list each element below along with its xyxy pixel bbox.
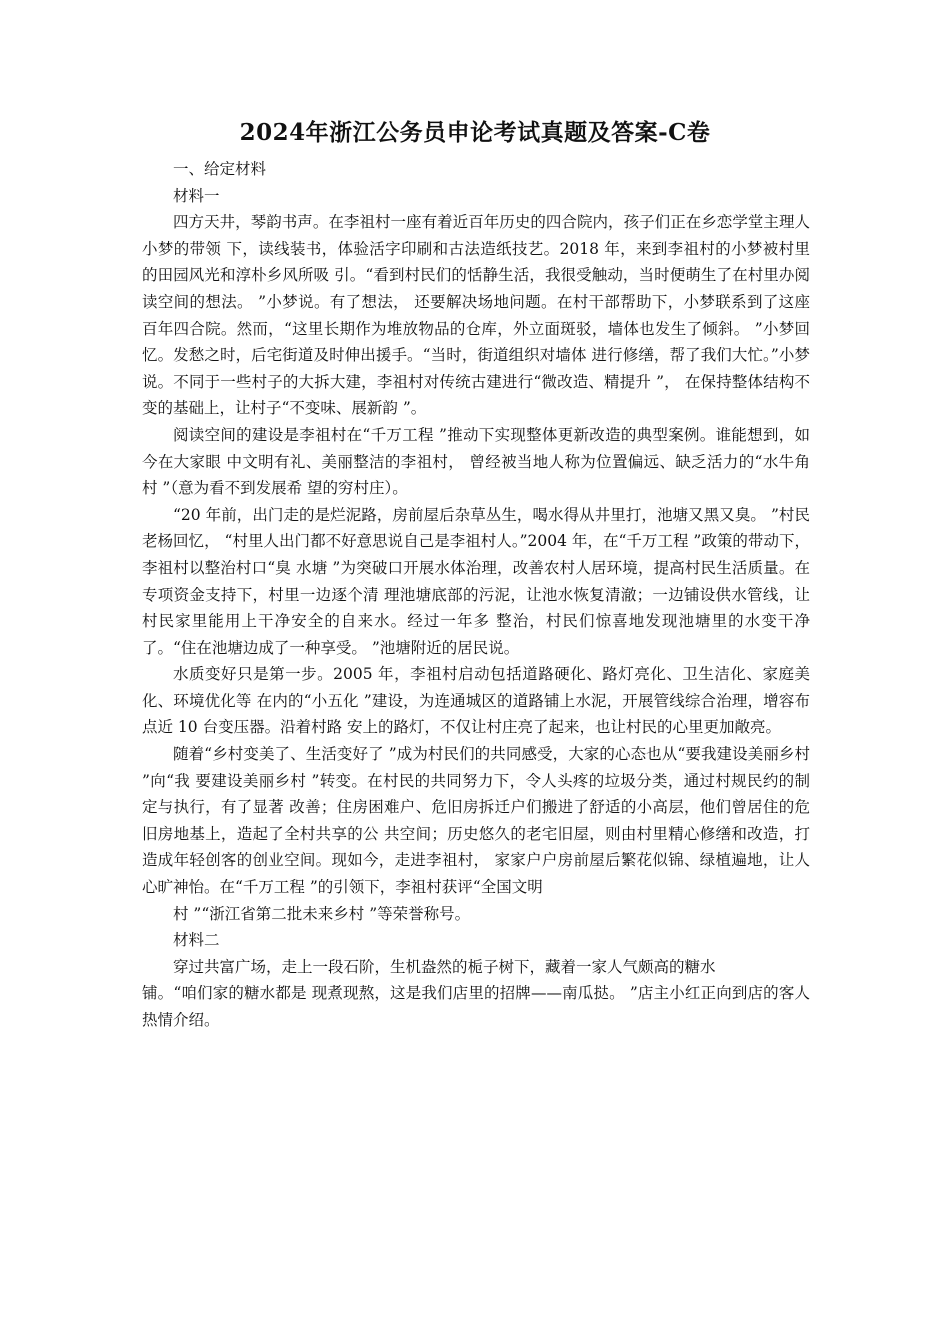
document-title: 2024年浙江公务员申论考试真题及答案-C卷 — [239, 119, 711, 146]
material-1-paragraph: 水质变好只是第一步。2005 年，李祖村启动包括道路硬化、路灯亮化、卫生洁化、家庭美化、环境优化等 在内的“小五化 ”建设，为连通城区的道路铺上水泥，开展管线综合治理，增容布点近 10 台变压器。沿着村路 安上的路灯，不仅让村庄亮了起来，也让村民的心里更加敞亮。 — [142, 665, 810, 737]
material-1-paragraph-tail: 村 ”“浙江省第二批未来乡村 ”等荣誉称号。 — [173, 904, 471, 923]
material-1-paragraph: “20 年前，出门走的是烂泥路，房前屋后杂草丛生，喝水得从井里打，池塘又黑又臭。 ”村民老杨回忆， “村里人出门都不好意思说自己是李祖村人。”2004 年，在“千万工程 ”政策的带动下，李祖村以整治村口“臭 水塘 ”为突破口开展水体治理，改善农村人居环境，提高村民生活质量。在专项资金支持下，村里一边逐个清 理池塘底部的污泥，让池水恢复清澈；一边铺设供水管线，让村民家里能用上干净安全的自来水。经过一年多 整治，村民们惊喜地发现池塘里的水变干净了。“住在池塘边成了一种享受。 ”池塘附近的居民说。 — [142, 505, 810, 657]
material-1-paragraph: 阅读空间的建设是李祖村在“千万工程 ”推动下实现整体更新改造的典型案例。谁能想到，如今在大家眼 中文明有礼、美丽整洁的李祖村， 曾经被当地人称为位置偏远、缺乏活力的“水牛角村 ”（意为看不到发展希 望的穷村庄）。 — [142, 425, 810, 498]
section-heading: 一、给定材料 — [173, 160, 267, 178]
material-2-paragraph-continuation: 铺。“咱们家的糖水都是 现煮现熬，这是我们店里的招牌——南瓜挞。 ”店主小红正向到店的客人热情介绍。 — [142, 984, 810, 1029]
material-2-paragraph-first-line: 穿过共富广场，走上一段石阶，生机盎然的栀子树下，藏着一家人气颇高的糖水 — [173, 957, 716, 976]
document-body — [142, 156, 810, 1034]
material-1-paragraph: 四方天井，琴韵书声。在李祖村一座有着近百年历史的四合院内，孩子们正在乡恋学堂主理人小梦的带领 下，读线装书，体验活字印刷和古法造纸技艺。2018 年，来到李祖村的小梦被村里的田园风光和淳朴乡风所吸 引。“看到村民们的恬静生活，我很受触动，当时便萌生了在村里办阅读空间的想法。 ”小梦说。有了想法， 还要解决场地问题。在村干部帮助下，小梦联系到了这座百年四合院。然而，“这里长期作为堆放物品的仓库，外立面斑驳，墙体也发生了倾斜。 ”小梦回忆。发愁之时，后宅街道及时伸出援手。“当时，街道组织对墙体 进行修缮，帮了我们大忙。”小梦说。不同于一些村子的大拆大建，李祖村对传统古建进行“微改造、精提升 ”， 在保持整体结构不变的基础上，让村子“不变味、展新韵 ”。 — [142, 213, 810, 418]
material-1-label: 材料一 — [173, 186, 220, 205]
material-1-paragraph: 随着“乡村变美了、生活变好了 ”成为村民们的共同感受，大家的心态也从“要我建设美丽乡村 ”向“我 要建设美丽乡村 ”转变。在村民的共同努力下，令人头疼的垃圾分类，通过村规民约的制定与执行，有了显著 改善；住房困难户、危旧房拆迁户们搬进了舒适的小高层，他们曾居住的危旧房地基上，造起了全村共享的公 共空间；历史悠久的老宅旧屋，则由村里精心修缮和改造，打造成年轻创客的创业空间。现如今，走进李祖村， 家家户户房前屋后繁花似锦、绿植遍地，让人心旷神怡。在“千万工程 ”的引领下，李祖村获评“全国文明 — [142, 745, 810, 897]
material-2-label: 材料二 — [173, 931, 220, 950]
